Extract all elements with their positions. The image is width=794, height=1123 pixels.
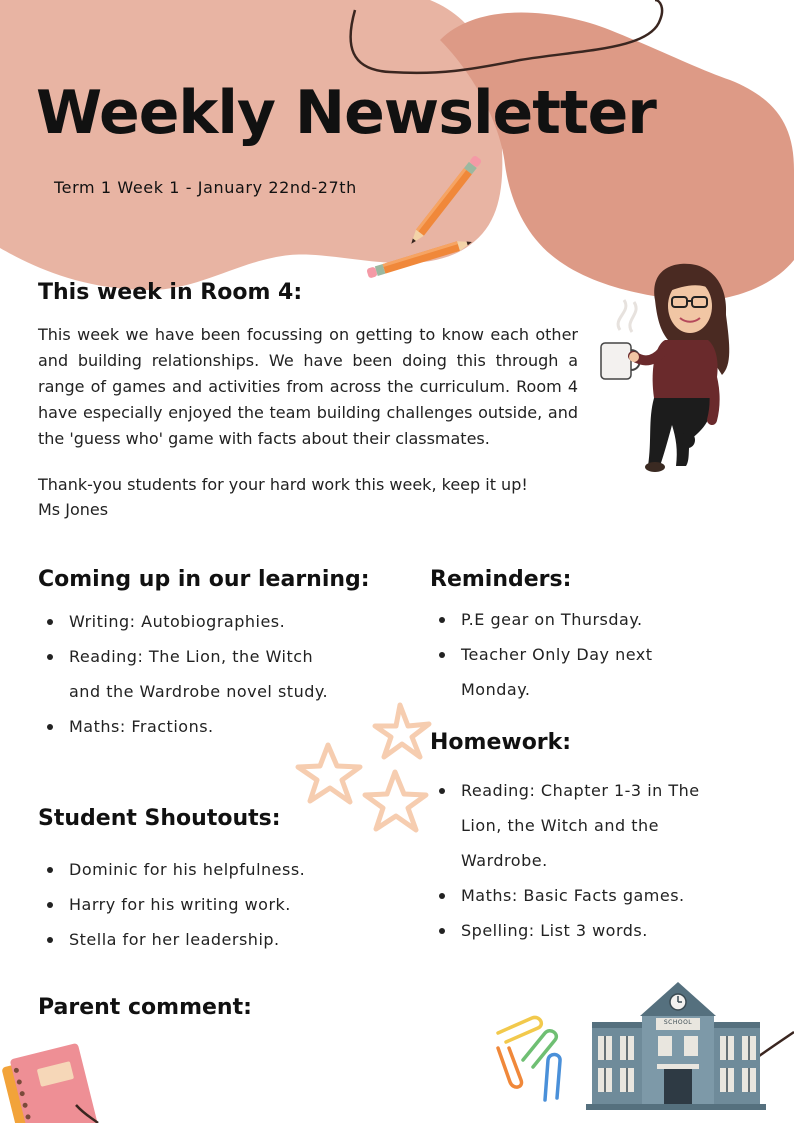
parent-comment-heading: Parent comment:: [38, 995, 252, 1020]
room-heading: This week in Room 4:: [38, 280, 303, 305]
homework-list: [430, 773, 730, 948]
list-item: Reading: The Lion, the Witch and the Wardrobe novel study.: [38, 639, 348, 709]
list-item: Reading: Chapter 1-3 in The Lion, the Witch and the Wardrobe.: [430, 773, 730, 878]
teacher-avatar-icon: [629, 264, 729, 472]
star-icon: [375, 705, 429, 757]
shoutouts-list: [38, 852, 368, 957]
reminders-list: [430, 602, 680, 707]
school-building-icon: [586, 982, 766, 1110]
list-item: Dominic for his helpfulness.: [38, 852, 368, 887]
list-item: Maths: Basic Facts games.: [430, 878, 730, 913]
coffee-mug-icon: [601, 300, 640, 379]
list-item: Harry for his writing work.: [38, 887, 368, 922]
list-item: Maths: Fractions.: [38, 709, 348, 744]
list-item: Teacher Only Day next Monday.: [430, 637, 680, 707]
reminders-heading: Reminders:: [430, 567, 572, 592]
homework-heading: Homework:: [430, 730, 572, 755]
list-item: Spelling: List 3 words.: [430, 913, 730, 948]
list-item: Stella for her leadership.: [38, 922, 368, 957]
room-paragraph: This week we have been focussing on getting to know each other and building relationships. We have been doing this through a range of games and activities from across the curriculum. Room 4 have especially enjoyed the team building challenges outside, and the 'guess who' game with facts about their classmates.: [38, 325, 578, 448]
paperclip-icon: [498, 1017, 560, 1100]
list-item: Writing: Autobiographies.: [38, 604, 348, 639]
thanks-line: Thank-you students for your hard work this week, keep it up!: [38, 475, 528, 494]
learning-list: [38, 604, 348, 744]
star-icon: [298, 745, 360, 802]
learning-heading: Coming up in our learning:: [38, 567, 370, 592]
page-title: Weekly Newsletter: [36, 78, 656, 148]
list-item: P.E gear on Thursday.: [430, 602, 680, 637]
term-subtitle: Term 1 Week 1 - January 22nd-27th: [54, 178, 357, 197]
signature: Ms Jones: [38, 500, 109, 519]
shoutouts-heading: Student Shoutouts:: [38, 806, 281, 831]
school-sign: SCHOOL: [663, 1019, 693, 1026]
star-icon: [365, 772, 426, 830]
notebook-icon: [0, 1043, 100, 1123]
